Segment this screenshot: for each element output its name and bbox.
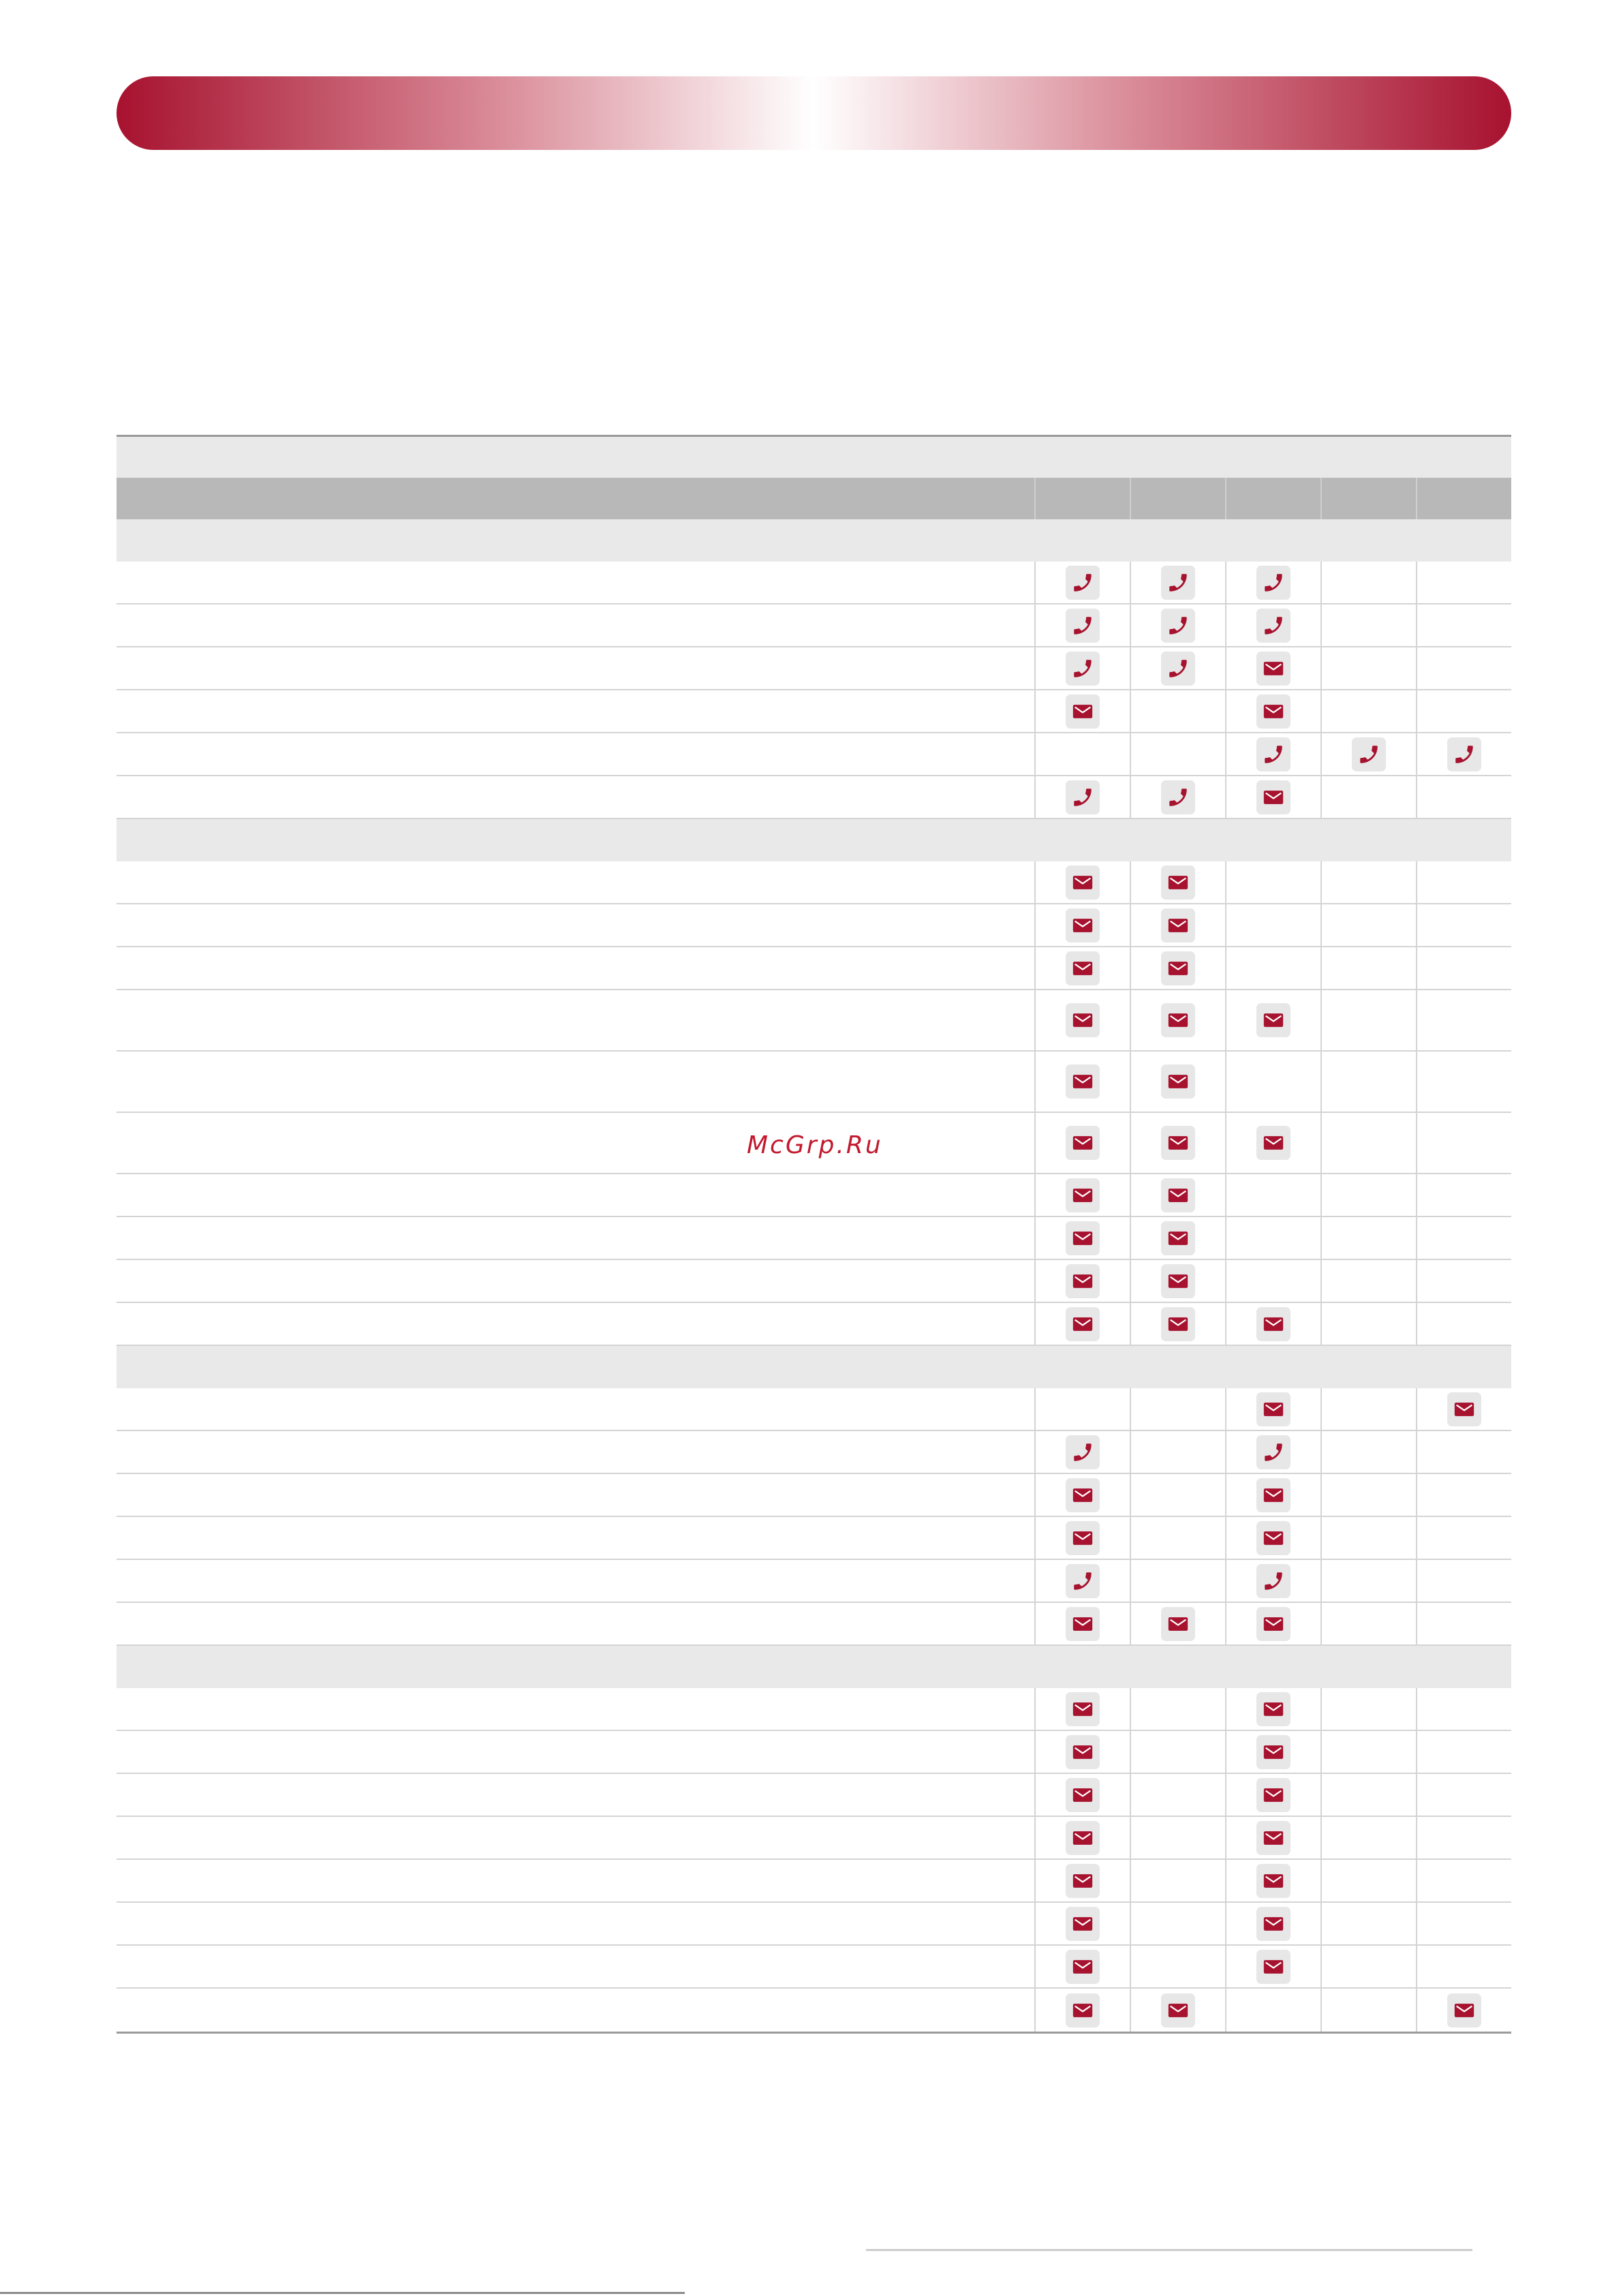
envelope-icon: [1066, 1478, 1100, 1512]
table-cell-col-1: [1034, 1474, 1130, 1516]
table-cell-col-4: [1320, 1731, 1416, 1773]
table-row: [117, 647, 1511, 690]
row-label-cell: [117, 990, 1034, 1050]
table-cell-col-3: [1225, 1946, 1320, 1987]
envelope-icon: [1066, 1264, 1100, 1298]
table-cell-col-2: [1130, 1774, 1225, 1816]
table-cell-col-1: [1034, 776, 1130, 818]
row-label-cell: [117, 562, 1034, 603]
table-cell-col-5: [1416, 990, 1511, 1050]
table-cell-col-4: [1320, 733, 1416, 775]
phone-icon: [1161, 652, 1195, 686]
footer-rule-bottom: [0, 2292, 685, 2294]
table-cell-col-5: [1416, 1603, 1511, 1644]
table-cell-col-4: [1320, 904, 1416, 946]
table-cell-col-3: [1225, 1474, 1320, 1516]
table-row: [117, 1474, 1511, 1517]
table-cell-col-4: [1320, 562, 1416, 603]
table-row: [117, 690, 1511, 733]
row-label-cell: [117, 947, 1034, 989]
envelope-icon: [1066, 908, 1100, 943]
table-cell-col-2: [1130, 1052, 1225, 1112]
table-cell-col-5: [1416, 733, 1511, 775]
phone-icon: [1161, 609, 1195, 643]
table-cell-col-2: [1130, 1217, 1225, 1259]
table-cell-col-3: [1225, 1388, 1320, 1430]
table-cell-col-3: [1225, 990, 1320, 1050]
table-row: [117, 1174, 1511, 1217]
table-row: [117, 1388, 1511, 1431]
envelope-icon: [1256, 694, 1290, 729]
table-cell-col-4: [1320, 647, 1416, 689]
table-cell-col-2: [1130, 1903, 1225, 1944]
row-label-cell: [117, 1517, 1034, 1559]
table-cell-col-4: [1320, 1688, 1416, 1730]
envelope-icon: [1066, 1065, 1100, 1099]
envelope-icon: [1066, 1178, 1100, 1212]
table-cell-col-2: [1130, 990, 1225, 1050]
phone-icon: [1066, 652, 1100, 686]
envelope-icon: [1066, 1003, 1100, 1037]
table-cell-col-2: [1130, 1817, 1225, 1858]
envelope-icon: [1161, 1221, 1195, 1255]
table-cell-col-2: [1130, 1603, 1225, 1644]
table-cell-col-5: [1416, 776, 1511, 818]
table-row: [117, 1860, 1511, 1903]
table-cell-col-3: [1225, 733, 1320, 775]
row-label-cell: [117, 861, 1034, 903]
table-row: [117, 1560, 1511, 1603]
table-cell-col-1: [1034, 1817, 1130, 1858]
table-row: [117, 1774, 1511, 1817]
table-row: [117, 776, 1511, 819]
phone-icon: [1066, 566, 1100, 600]
row-label-cell: [117, 1431, 1034, 1473]
table-cell-col-1: [1034, 1217, 1130, 1259]
envelope-icon: [1161, 866, 1195, 900]
table-cell-col-4: [1320, 861, 1416, 903]
table-cell-col-5: [1416, 1817, 1511, 1858]
table-cell-col-3: [1225, 1517, 1320, 1559]
table-row: [117, 1731, 1511, 1774]
envelope-icon: [1256, 1003, 1290, 1037]
table-cell-col-4: [1320, 1052, 1416, 1112]
table-header-row: [117, 478, 1511, 519]
envelope-icon: [1256, 1907, 1290, 1941]
table-cell-col-1: [1034, 1303, 1130, 1345]
watermark: McGrp.Ru: [747, 1131, 883, 1159]
row-label-cell: [117, 776, 1034, 818]
table-cell-col-4: [1320, 1774, 1416, 1816]
phone-icon: [1447, 737, 1481, 771]
envelope-icon: [1066, 1907, 1100, 1941]
envelope-icon: [1256, 1778, 1290, 1812]
header-col-3: [1225, 478, 1320, 519]
table-row: [117, 1303, 1511, 1346]
table-cell-col-5: [1416, 1860, 1511, 1901]
envelope-icon: [1066, 1993, 1100, 2027]
envelope-icon: [1256, 1126, 1290, 1160]
table-cell-col-2: [1130, 1731, 1225, 1773]
table-cell-col-2: [1130, 776, 1225, 818]
table-cell-col-3: [1225, 1860, 1320, 1901]
table-cell-col-1: [1034, 1688, 1130, 1730]
table-cell-col-3: [1225, 1217, 1320, 1259]
section-header-2: [117, 819, 1511, 861]
envelope-icon: [1066, 694, 1100, 729]
section-header-4: [117, 1646, 1511, 1688]
table-row: [117, 1903, 1511, 1946]
table-cell-col-3: [1225, 1603, 1320, 1644]
table-cell-col-5: [1416, 1174, 1511, 1216]
row-label-cell: [117, 1731, 1034, 1773]
envelope-icon: [1066, 1126, 1100, 1160]
row-label-cell: [117, 1946, 1034, 1987]
table-cell-col-1: [1034, 1731, 1130, 1773]
envelope-icon: [1256, 652, 1290, 686]
phone-icon: [1352, 737, 1386, 771]
header-col-5: [1416, 478, 1511, 519]
envelope-icon: [1066, 1221, 1100, 1255]
table-cell-col-4: [1320, 1603, 1416, 1644]
table-cell-col-2: [1130, 861, 1225, 903]
envelope-icon: [1256, 1864, 1290, 1898]
row-label-cell: [117, 604, 1034, 646]
table-cell-col-5: [1416, 1903, 1511, 1944]
table-cell-col-5: [1416, 1431, 1511, 1473]
phone-icon: [1256, 566, 1290, 600]
envelope-icon: [1161, 1607, 1195, 1641]
row-label-cell: [117, 1303, 1034, 1345]
table-cell-col-1: [1034, 861, 1130, 903]
phone-icon: [1256, 609, 1290, 643]
envelope-icon: [1161, 1065, 1195, 1099]
row-label-cell: [117, 1388, 1034, 1430]
table-cell-col-3: [1225, 947, 1320, 989]
envelope-icon: [1161, 951, 1195, 985]
table-row: [117, 1989, 1511, 2032]
table-cell-col-4: [1320, 1260, 1416, 1302]
table-cell-col-5: [1416, 904, 1511, 946]
table-cell-col-5: [1416, 1260, 1511, 1302]
table-row: [117, 990, 1511, 1052]
envelope-icon: [1161, 1003, 1195, 1037]
table-cell-col-2: [1130, 1174, 1225, 1216]
table-cell-col-4: [1320, 1989, 1416, 2032]
header-banner: [117, 76, 1511, 150]
table-cell-col-5: [1416, 1113, 1511, 1173]
table-cell-col-4: [1320, 604, 1416, 646]
table-title-row: [117, 437, 1511, 478]
envelope-icon: [1066, 1607, 1100, 1641]
table-row: [117, 1260, 1511, 1303]
table-cell-col-3: [1225, 1989, 1320, 2032]
row-label-cell: [117, 1903, 1034, 1944]
table-cell-col-4: [1320, 1217, 1416, 1259]
table-cell-col-3: [1225, 1731, 1320, 1773]
table-row: [117, 1517, 1511, 1560]
table-cell-col-3: [1225, 1260, 1320, 1302]
table-row: [117, 1052, 1511, 1113]
envelope-icon: [1256, 1478, 1290, 1512]
table-cell-col-3: [1225, 1560, 1320, 1602]
table-cell-col-1: [1034, 1174, 1130, 1216]
table-cell-col-5: [1416, 1731, 1511, 1773]
envelope-icon: [1256, 1950, 1290, 1984]
table-cell-col-2: [1130, 690, 1225, 732]
envelope-icon: [1256, 1521, 1290, 1555]
envelope-icon: [1066, 1692, 1100, 1726]
table-cell-col-2: [1130, 1431, 1225, 1473]
table-cell-col-1: [1034, 1946, 1130, 1987]
table-cell-col-2: [1130, 1260, 1225, 1302]
table-cell-col-1: [1034, 604, 1130, 646]
table-row: [117, 1217, 1511, 1260]
row-label-cell: [117, 1603, 1034, 1644]
table-cell-col-4: [1320, 1303, 1416, 1345]
envelope-icon: [1161, 1307, 1195, 1341]
table-cell-col-3: [1225, 1774, 1320, 1816]
table-cell-col-3: [1225, 1431, 1320, 1473]
envelope-icon: [1161, 1178, 1195, 1212]
row-label-cell: [117, 647, 1034, 689]
table-cell-col-3: [1225, 776, 1320, 818]
row-label-cell: [117, 1774, 1034, 1816]
feature-table: [117, 435, 1511, 2034]
envelope-icon: [1256, 1392, 1290, 1426]
table-cell-col-3: [1225, 1817, 1320, 1858]
table-cell-col-1: [1034, 1860, 1130, 1901]
table-cell-col-1: [1034, 1113, 1130, 1173]
header-col-1: [1034, 478, 1130, 519]
row-label-cell: [117, 1113, 1034, 1173]
row-label-cell: [117, 1260, 1034, 1302]
table-cell-col-5: [1416, 947, 1511, 989]
table-cell-col-1: [1034, 1052, 1130, 1112]
table-cell-col-1: [1034, 1989, 1130, 2032]
table-cell-col-1: [1034, 1774, 1130, 1816]
table-row: [117, 861, 1511, 904]
table-cell-col-1: [1034, 562, 1130, 603]
phone-icon: [1066, 1564, 1100, 1598]
table-row: [117, 1688, 1511, 1731]
section-header-1: [117, 519, 1511, 562]
table-cell-col-5: [1416, 1560, 1511, 1602]
table-cell-col-3: [1225, 1303, 1320, 1345]
table-cell-col-5: [1416, 1989, 1511, 2032]
row-label-cell: [117, 1217, 1034, 1259]
row-label-cell: [117, 1688, 1034, 1730]
phone-icon: [1256, 1435, 1290, 1469]
envelope-icon: [1161, 1126, 1195, 1160]
table-cell-col-3: [1225, 1113, 1320, 1173]
table-cell-col-1: [1034, 1431, 1130, 1473]
row-label-cell: [117, 1817, 1034, 1858]
table-cell-col-4: [1320, 1431, 1416, 1473]
envelope-icon: [1066, 1735, 1100, 1769]
table-cell-col-5: [1416, 1774, 1511, 1816]
table-cell-col-2: [1130, 1303, 1225, 1345]
table-cell-col-4: [1320, 1860, 1416, 1901]
envelope-icon: [1256, 1307, 1290, 1341]
table-row: [117, 1431, 1511, 1474]
table-cell-col-4: [1320, 690, 1416, 732]
envelope-icon: [1256, 1607, 1290, 1641]
table-cell-col-4: [1320, 1903, 1416, 1944]
table-cell-col-1: [1034, 1517, 1130, 1559]
header-col-2: [1130, 478, 1225, 519]
envelope-icon: [1256, 1692, 1290, 1726]
table-cell-col-3: [1225, 604, 1320, 646]
table-cell-col-5: [1416, 1388, 1511, 1430]
table-cell-col-4: [1320, 1560, 1416, 1602]
envelope-icon: [1066, 1821, 1100, 1855]
table-cell-col-1: [1034, 990, 1130, 1050]
table-cell-col-3: [1225, 1903, 1320, 1944]
table-cell-col-4: [1320, 1817, 1416, 1858]
envelope-icon: [1256, 1821, 1290, 1855]
phone-icon: [1256, 1564, 1290, 1598]
table-cell-col-5: [1416, 1474, 1511, 1516]
table-cell-col-3: [1225, 904, 1320, 946]
table-row: [117, 733, 1511, 776]
table-cell-col-2: [1130, 1688, 1225, 1730]
envelope-icon: [1066, 1307, 1100, 1341]
table-row: [117, 562, 1511, 604]
envelope-icon: [1066, 1950, 1100, 1984]
table-cell-col-5: [1416, 1946, 1511, 1987]
table-cell-col-1: [1034, 647, 1130, 689]
phone-icon: [1066, 780, 1100, 814]
table-cell-col-3: [1225, 1174, 1320, 1216]
table-row: [117, 1946, 1511, 1989]
table-cell-col-2: [1130, 604, 1225, 646]
table-cell-col-5: [1416, 647, 1511, 689]
table-cell-col-1: [1034, 904, 1130, 946]
table-cell-col-2: [1130, 1989, 1225, 2032]
table-cell-col-1: [1034, 733, 1130, 775]
table-cell-col-2: [1130, 1560, 1225, 1602]
row-label-cell: [117, 1560, 1034, 1602]
table-cell-col-5: [1416, 1052, 1511, 1112]
table-row: [117, 947, 1511, 990]
table-cell-col-5: [1416, 1217, 1511, 1259]
envelope-icon: [1161, 1993, 1195, 2027]
table-cell-col-2: [1130, 562, 1225, 603]
table-cell-col-3: [1225, 562, 1320, 603]
envelope-icon: [1447, 1993, 1481, 2027]
table-cell-col-1: [1034, 1603, 1130, 1644]
phone-icon: [1161, 566, 1195, 600]
phone-icon: [1161, 780, 1195, 814]
table-row: [117, 1817, 1511, 1860]
table-cell-col-1: [1034, 947, 1130, 989]
table-cell-col-5: [1416, 1303, 1511, 1345]
envelope-icon: [1256, 1735, 1290, 1769]
envelope-icon: [1066, 1521, 1100, 1555]
table-cell-col-3: [1225, 861, 1320, 903]
section-header-3: [117, 1346, 1511, 1388]
envelope-icon: [1256, 780, 1290, 814]
envelope-icon: [1066, 1864, 1100, 1898]
table-cell-col-2: [1130, 1860, 1225, 1901]
row-label-cell: [117, 690, 1034, 732]
table-cell-col-5: [1416, 1517, 1511, 1559]
table-cell-col-4: [1320, 1517, 1416, 1559]
table-cell-col-2: [1130, 947, 1225, 989]
table-cell-col-5: [1416, 690, 1511, 732]
envelope-icon: [1066, 1778, 1100, 1812]
table-cell-col-1: [1034, 1260, 1130, 1302]
table-row: [117, 1603, 1511, 1646]
table-cell-col-4: [1320, 1946, 1416, 1987]
table-cell-col-4: [1320, 990, 1416, 1050]
table-cell-col-2: [1130, 1517, 1225, 1559]
table-cell-col-4: [1320, 776, 1416, 818]
table-cell-col-2: [1130, 733, 1225, 775]
envelope-icon: [1447, 1392, 1481, 1426]
row-label-cell: [117, 733, 1034, 775]
table-cell-col-5: [1416, 861, 1511, 903]
phone-icon: [1066, 1435, 1100, 1469]
table-cell-col-5: [1416, 604, 1511, 646]
table-cell-col-2: [1130, 647, 1225, 689]
table-cell-col-3: [1225, 1052, 1320, 1112]
envelope-icon: [1161, 908, 1195, 943]
table-cell-col-4: [1320, 947, 1416, 989]
table-cell-col-4: [1320, 1174, 1416, 1216]
table-row: [117, 604, 1511, 647]
table-cell-col-2: [1130, 1113, 1225, 1173]
table-cell-col-1: [1034, 1560, 1130, 1602]
envelope-icon: [1066, 951, 1100, 985]
table-cell-col-2: [1130, 1946, 1225, 1987]
table-cell-col-4: [1320, 1113, 1416, 1173]
envelope-icon: [1066, 866, 1100, 900]
phone-icon: [1256, 737, 1290, 771]
table-cell-col-1: [1034, 1903, 1130, 1944]
header-label-cell: [117, 478, 1034, 519]
table-cell-col-3: [1225, 690, 1320, 732]
row-label-cell: [117, 1474, 1034, 1516]
row-label-cell: [117, 1174, 1034, 1216]
table-cell-col-3: [1225, 647, 1320, 689]
table-cell-col-4: [1320, 1388, 1416, 1430]
header-col-4: [1320, 478, 1416, 519]
table-cell-col-4: [1320, 1474, 1416, 1516]
row-label-cell: [117, 1989, 1034, 2032]
table-cell-col-2: [1130, 904, 1225, 946]
envelope-icon: [1161, 1264, 1195, 1298]
row-label-cell: [117, 904, 1034, 946]
table-cell-col-5: [1416, 1688, 1511, 1730]
table-row: [117, 904, 1511, 947]
table-cell-col-2: [1130, 1474, 1225, 1516]
footer-rule: [866, 2249, 1472, 2251]
row-label-cell: [117, 1052, 1034, 1112]
table-cell-col-5: [1416, 562, 1511, 603]
table-cell-col-3: [1225, 1688, 1320, 1730]
table-cell-col-1: [1034, 690, 1130, 732]
table-cell-col-2: [1130, 1388, 1225, 1430]
table-cell-col-1: [1034, 1388, 1130, 1430]
row-label-cell: [117, 1860, 1034, 1901]
phone-icon: [1066, 609, 1100, 643]
